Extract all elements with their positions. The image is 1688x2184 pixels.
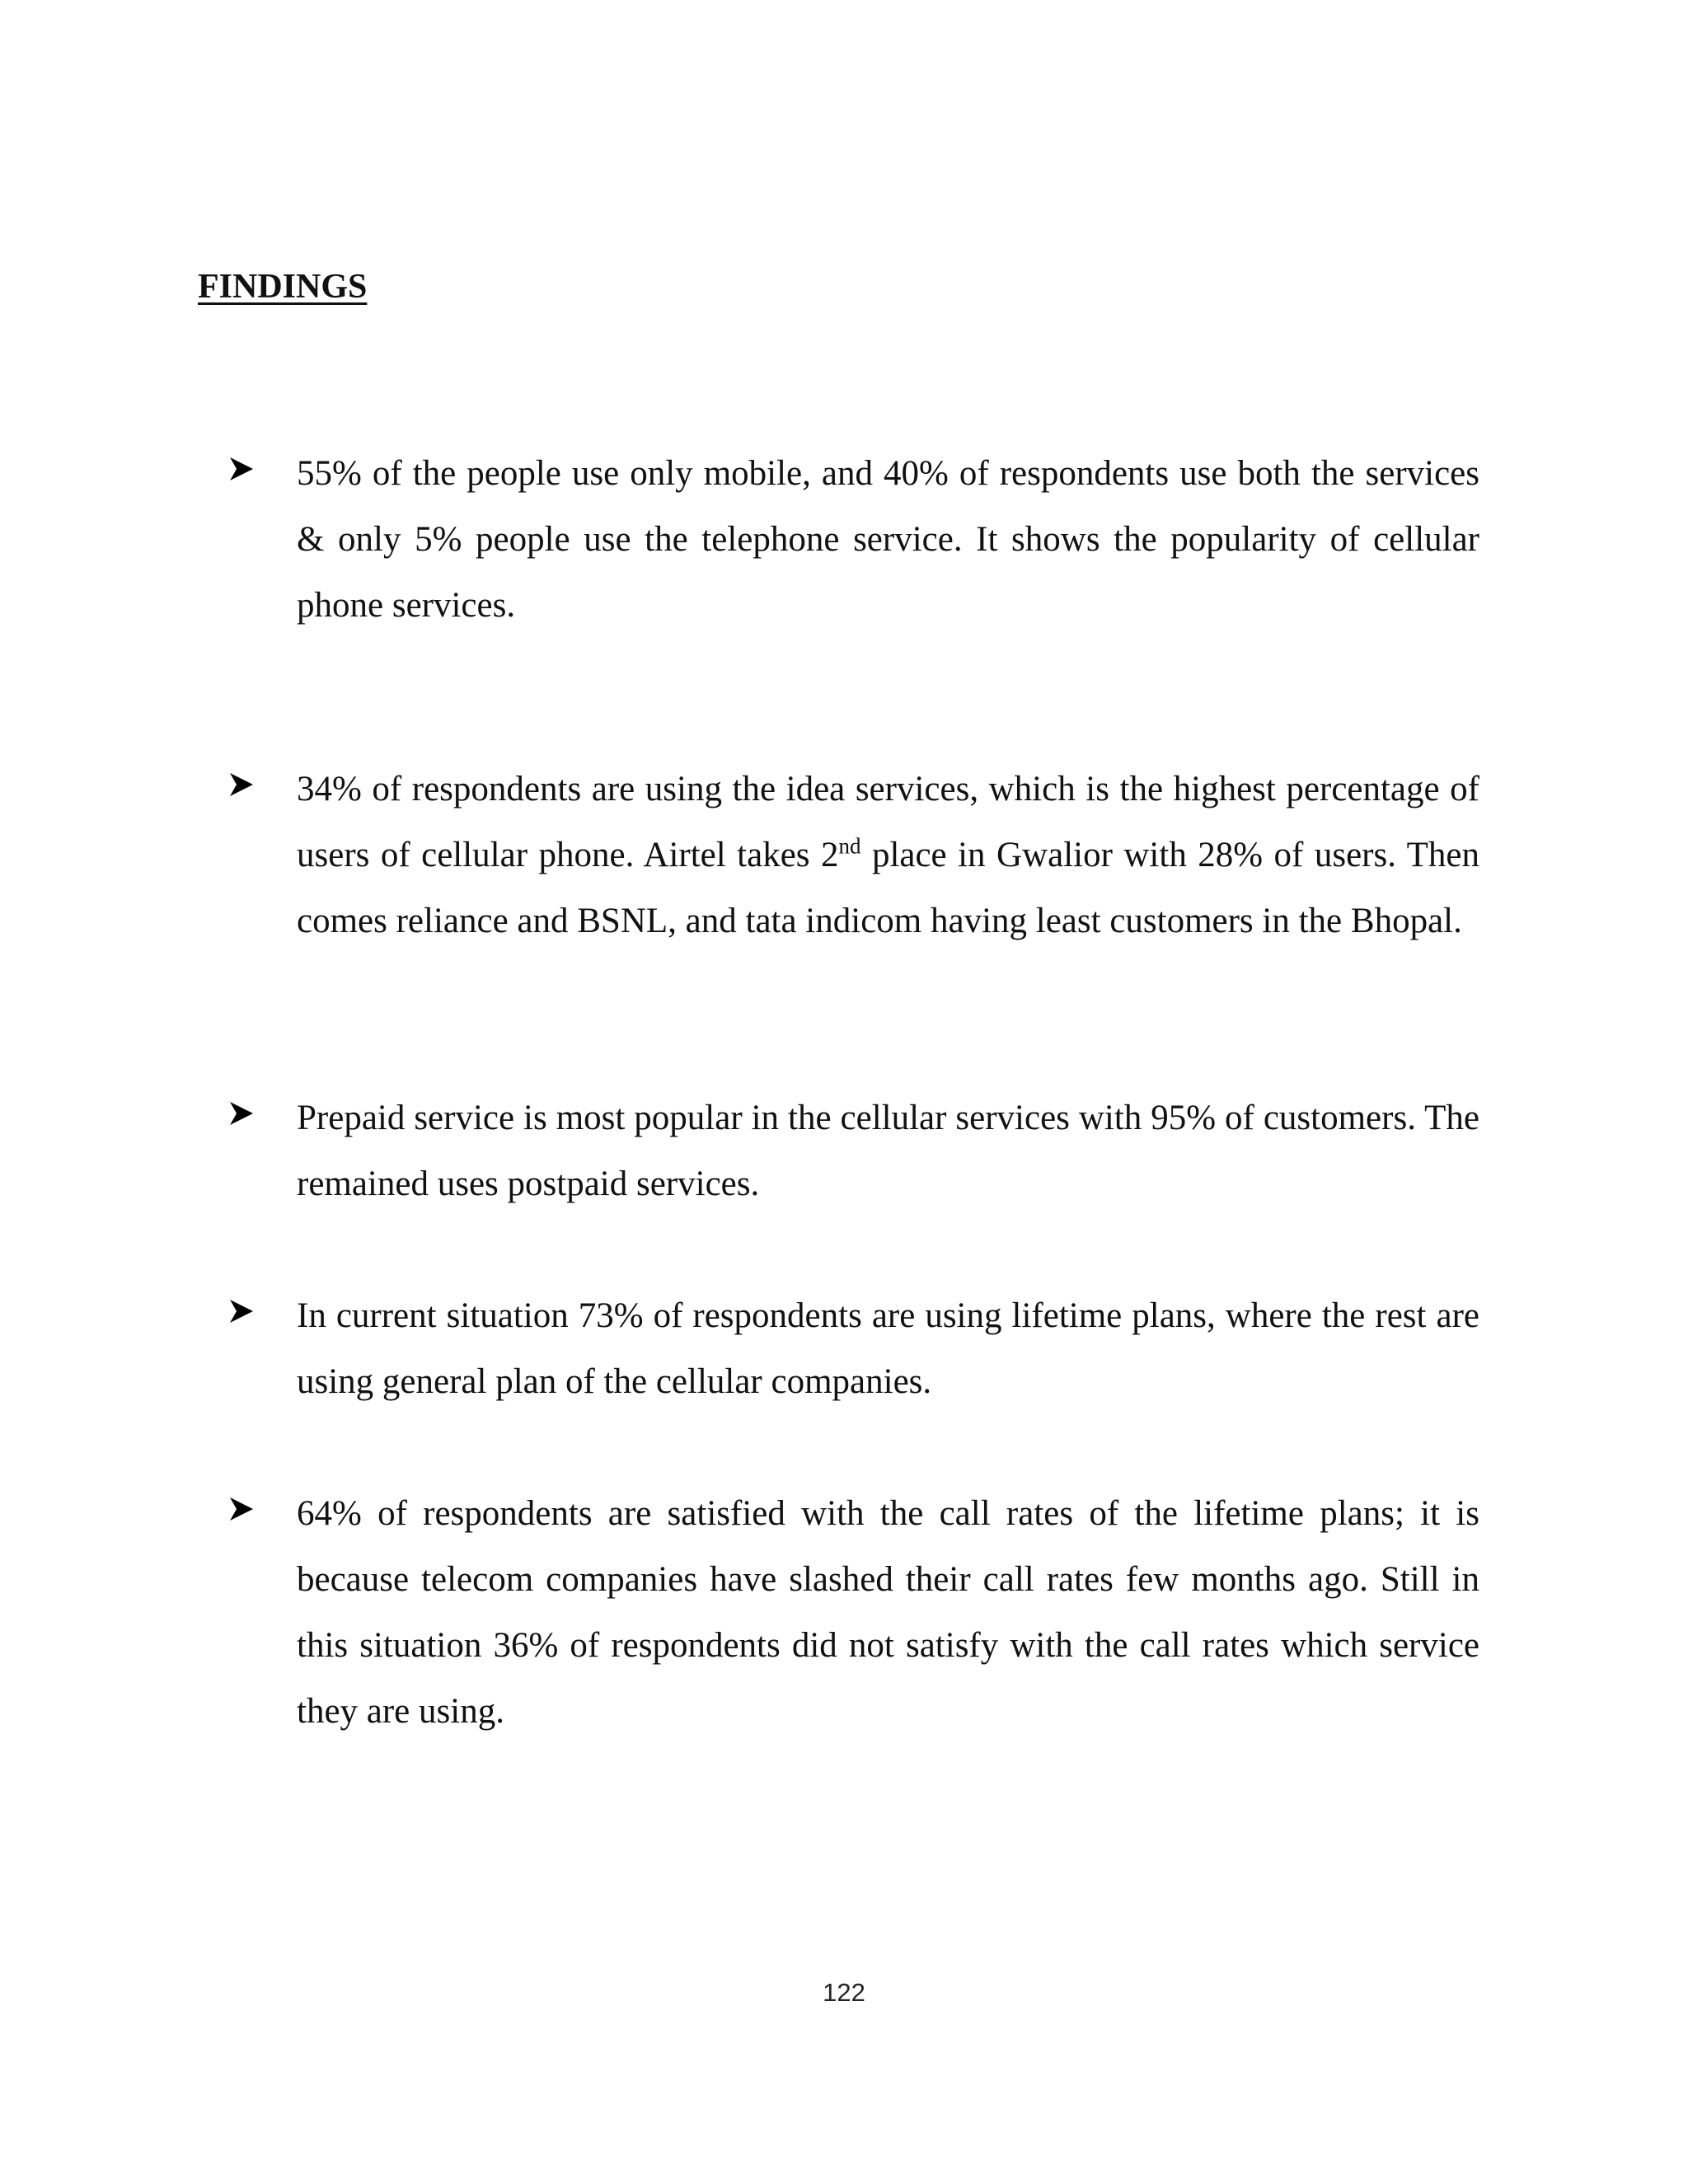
finding-text-part: 34% of respondents are using the idea services, which is the highest percentage of users of cellular phone. Airtel takes 2 — [297, 770, 1479, 874]
ordinal-superscript: nd — [838, 833, 861, 859]
finding-text — [297, 757, 1479, 954]
finding-text: 55% of the people use only mobile, and 40% of respondents use both the services & only 5% people use the telephone service. It shows the popularity of cellular phone services. — [297, 454, 1479, 625]
arrowhead-bullet-icon — [227, 760, 260, 809]
finding-text-part: place in Gwalior with 28% of users. Then comes reliance and BSNL, and tata indicom having least customers in the Bhopal. — [297, 836, 1479, 940]
arrowhead-bullet-icon — [227, 1089, 260, 1138]
finding-text: In current situation 73% of respondents are using lifetime plans, where the rest are using general plan of the cellular companies. — [297, 1296, 1479, 1401]
page-number: 122 — [823, 1978, 865, 2007]
arrowhead-bullet-icon — [227, 1484, 260, 1534]
arrowhead-bullet-icon — [227, 444, 260, 494]
arrowhead-bullet-icon — [227, 1286, 260, 1336]
finding-text: Prepaid service is most popular in the cellular services with 95% of customers. The remained uses postpaid services. — [297, 1099, 1479, 1203]
page-heading: FINDINGS — [198, 268, 368, 306]
finding-text: 64% of respondents are satisfied with the call rates of the lifetime plans; it is because telecom companies have slashed their call rates few months ago. Still in this situation 36% of respondents did not satisfy with the call rates which service they are using. — [297, 1494, 1479, 1731]
